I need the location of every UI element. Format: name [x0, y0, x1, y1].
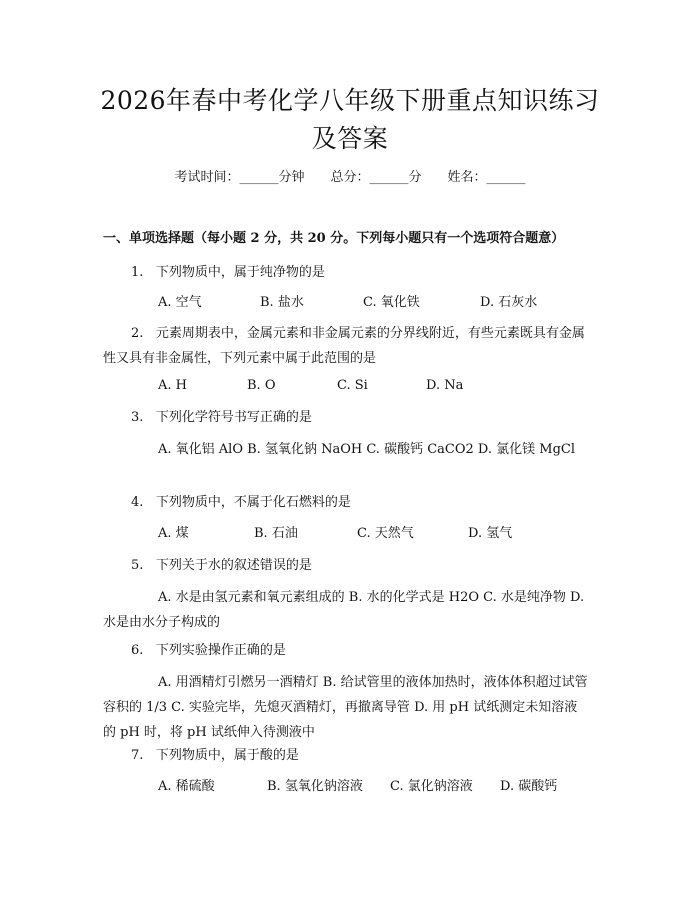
question-stem: 下列关于水的叙述错误的是: [155, 558, 312, 573]
option-d: D. 碳酸钙: [500, 779, 558, 794]
exam-time-field: 考试时间：______分钟: [174, 170, 305, 185]
student-name-field: 姓名：______: [447, 170, 526, 185]
total-score-field: 总分：______分: [330, 170, 422, 185]
option-d: D. Na: [426, 378, 464, 393]
section-heading: 一、单项选择题（每小题 2 分，共 20 分。下列每小题只有一个选项符合题意）: [103, 231, 565, 246]
option-c: C. 氧化铁: [363, 295, 420, 310]
question-stem: 下列实验操作正确的是: [155, 643, 286, 658]
question-stem: 元素周期表中，金属元素和非金属元素的分界线附近，有些元素既具有金属性又具有非金属性，下列元素中属于此范围的是: [103, 326, 585, 366]
question-1-options: [103, 290, 589, 315]
option-b: B. 石油: [254, 526, 298, 541]
option-a: A. 稀硫酸: [158, 779, 215, 794]
question-stem: 下列化学符号书写正确的是: [155, 410, 312, 425]
question-2-options: [103, 373, 589, 398]
question-number: 4.: [131, 495, 144, 510]
option-b: B. 盐水: [260, 295, 304, 310]
option-d: D. 氢气: [468, 526, 513, 541]
document-title: [80, 82, 620, 158]
question-1: [103, 260, 589, 285]
question-6: [103, 638, 589, 663]
option-c: C. 氯化钠溶液: [390, 779, 473, 794]
question-4-options: [103, 521, 589, 546]
question-number: 7.: [131, 748, 144, 763]
exam-meta: [0, 168, 700, 188]
question-4: [103, 490, 589, 515]
question-number: 6.: [131, 643, 144, 658]
question-5-options: A. 水是由氢元素和氧元素组成的 B. 水的化学式是 H2O C. 水是纯净物 D. 水是由水分子构成的: [103, 590, 585, 630]
question-number: 3.: [131, 410, 144, 425]
option-a: A. H: [158, 378, 187, 393]
question-5: [103, 553, 589, 578]
option-c: C. Si: [337, 378, 368, 393]
option-b: B. 氢氧化钠溶液: [267, 779, 363, 794]
question-3: [103, 405, 589, 430]
question-stem: 下列物质中，属于酸的是: [155, 748, 299, 763]
option-b: B. O: [247, 378, 276, 393]
title-line-2: 及答案: [311, 124, 389, 153]
option-d: D. 石灰水: [480, 295, 538, 310]
question-6-options: A. 用酒精灯引燃另一酒精灯 B. 给试管里的液体加热时，液体体积超过试管容积的 1/3 C. 实验完毕，先熄灭酒精灯，再撤离导管 D. 用 pH 试纸测定未知溶液的 pH 时，将 pH 试纸伸入待测液中: [103, 675, 588, 740]
question-number: 2.: [131, 326, 144, 341]
question-7-options: [103, 774, 589, 799]
option-a: A. 空气: [158, 295, 202, 310]
title-line-1: 2026年春中考化学八年级下册重点知识练习: [100, 86, 600, 115]
question-7: [103, 743, 589, 768]
question-number: 1.: [131, 265, 144, 280]
question-3-options: A. 氧化铝 AlO B. 氢氧化钠 NaOH C. 碳酸钙 CaCO2 D. 氯化镁 MgCl: [158, 442, 576, 457]
question-2: [103, 321, 589, 371]
question-number: 5.: [131, 558, 144, 573]
option-a: A. 煤: [158, 526, 189, 541]
question-stem: 下列物质中，不属于化石燃料的是: [155, 495, 351, 510]
option-c: C. 天然气: [357, 526, 414, 541]
question-stem: 下列物质中，属于纯净物的是: [155, 265, 325, 280]
